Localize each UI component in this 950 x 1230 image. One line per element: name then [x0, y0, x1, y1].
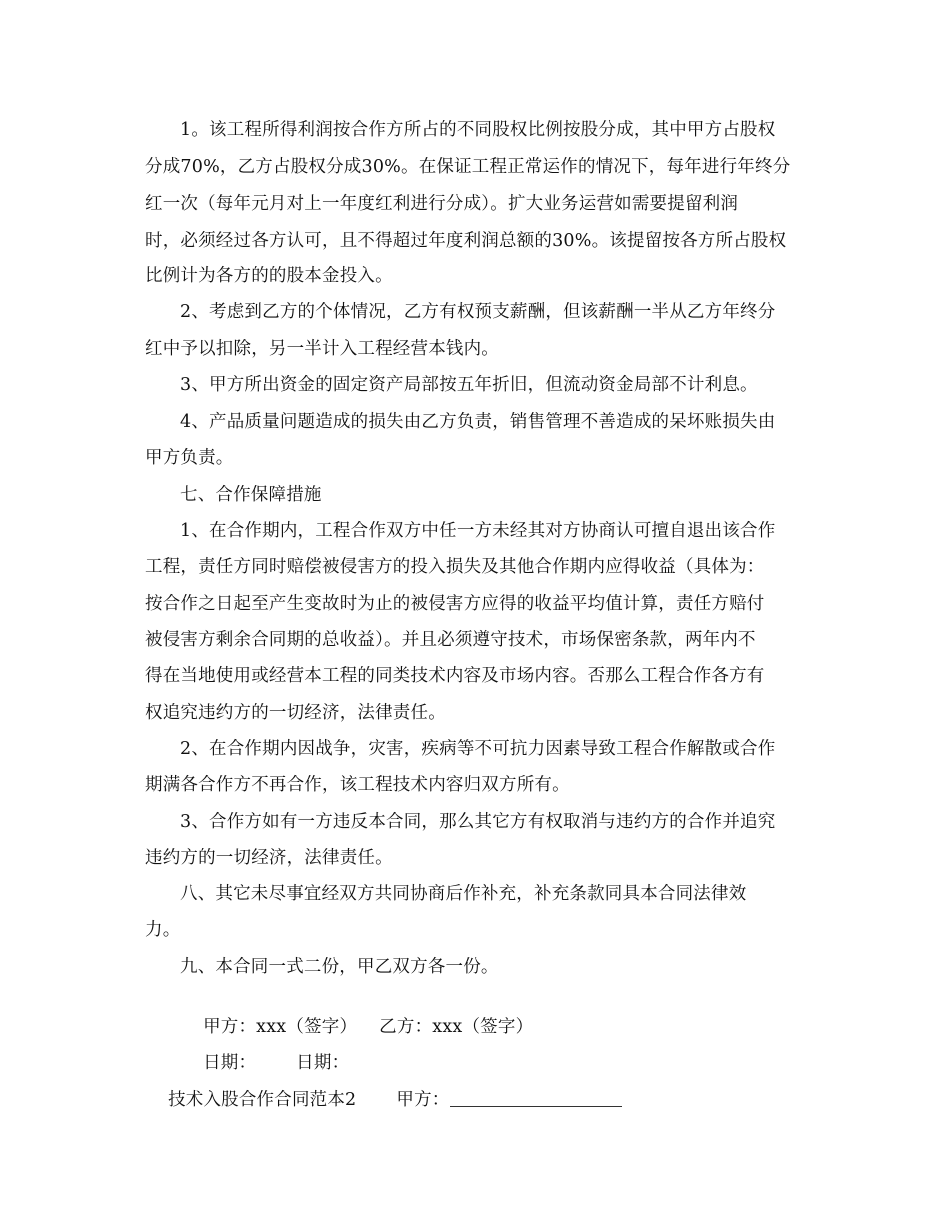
- paragraph-line: 甲方负责。: [145, 448, 234, 468]
- paragraph-line: 2、在合作期内因战争，灾害，疾病等不可抗力因素导致工程合作解散或合作: [180, 739, 776, 759]
- paragraph-line: 分成70%，乙方占股权分成30%。在保证工程正常运作的情况下，每年进行年终分: [145, 157, 791, 177]
- party-a-label: 甲方：: [396, 1090, 450, 1110]
- paragraph-line: 1、在合作期内，工程合作双方中任一方未经其对方协商认可擅自退出该合作: [180, 521, 776, 541]
- date-b-label: 日期：: [296, 1053, 350, 1073]
- paragraph-line: 被侵害方剩余合同期的总收益）。并且必须遵守技术，市场保密条款，两年内不: [145, 630, 756, 650]
- party-a-blank-line[interactable]: [450, 1088, 622, 1107]
- party-b-signature: 乙方：xxx（签字）: [379, 1017, 534, 1037]
- paragraph-line: 3、合作方如有一方违反本合同，那么其它方有权取消与违约方的合作并追究: [180, 812, 776, 832]
- section-heading: 八、其它未尽事宜经双方共同协商后作补充，补充条款同具本合同法律效: [180, 884, 747, 904]
- paragraph-line: 期满各合作方不再合作，该工程技术内容归双方所有。: [145, 775, 570, 795]
- paragraph-line: 权追究违约方的一切经济，法律责任。: [145, 703, 446, 723]
- paragraph-line: 2、考虑到乙方的个体情况，乙方有权预支薪酬，但该薪酬一半从乙方年终分: [180, 302, 776, 322]
- paragraph-line: 比例计为各方的的股本金投入。: [145, 266, 393, 286]
- section-heading: 九、本合同一式二份，甲乙双方各一份。: [180, 957, 499, 977]
- paragraph-line: 3、甲方所出资金的固定资产局部按五年折旧，但流动资金局部不计利息。: [180, 375, 758, 395]
- date-a-label: 日期：: [203, 1053, 257, 1073]
- paragraph-line: 红中予以扣除，另一半计入工程经营本钱内。: [145, 339, 499, 359]
- section-heading: 七、合作保障措施: [180, 485, 322, 505]
- paragraph-line: 违约方的一切经济，法律责任。: [145, 848, 393, 868]
- paragraph-line: 1。该工程所得利润按合作方所占的不同股权比例按股分成，其中甲方占股权: [180, 120, 776, 140]
- paragraph-line: 时，必须经过各方认可，且不得超过年度利润总额的30%。该提留按各方所占股权: [145, 231, 787, 251]
- paragraph-line: 4、产品质量问题造成的损失由乙方负责，销售管理不善造成的呆坏账损失由: [180, 412, 776, 432]
- next-contract-title: 技术入股合作合同范本2: [168, 1090, 357, 1110]
- footer-row: [145, 1064, 622, 1136]
- paragraph-line: 工程，责任方同时赔偿被侵害方的投入损失及其他合作期内应得收益（具体为：: [145, 557, 765, 577]
- paragraph-line: 红一次（每年元月对上一年度红利进行分成）。扩大业务运营如需要提留利润: [145, 194, 739, 214]
- party-a-signature: 甲方：xxx（签字）: [203, 1017, 358, 1037]
- paragraph-line: 按合作之日起至产生变故时为止的被侵害方应得的收益平均值计算，责任方赔付: [145, 594, 765, 614]
- paragraph-line: 得在当地使用或经营本工程的同类技术内容及市场内容。否那么工程合作各方有: [145, 666, 765, 686]
- paragraph-line: 力。: [145, 920, 181, 940]
